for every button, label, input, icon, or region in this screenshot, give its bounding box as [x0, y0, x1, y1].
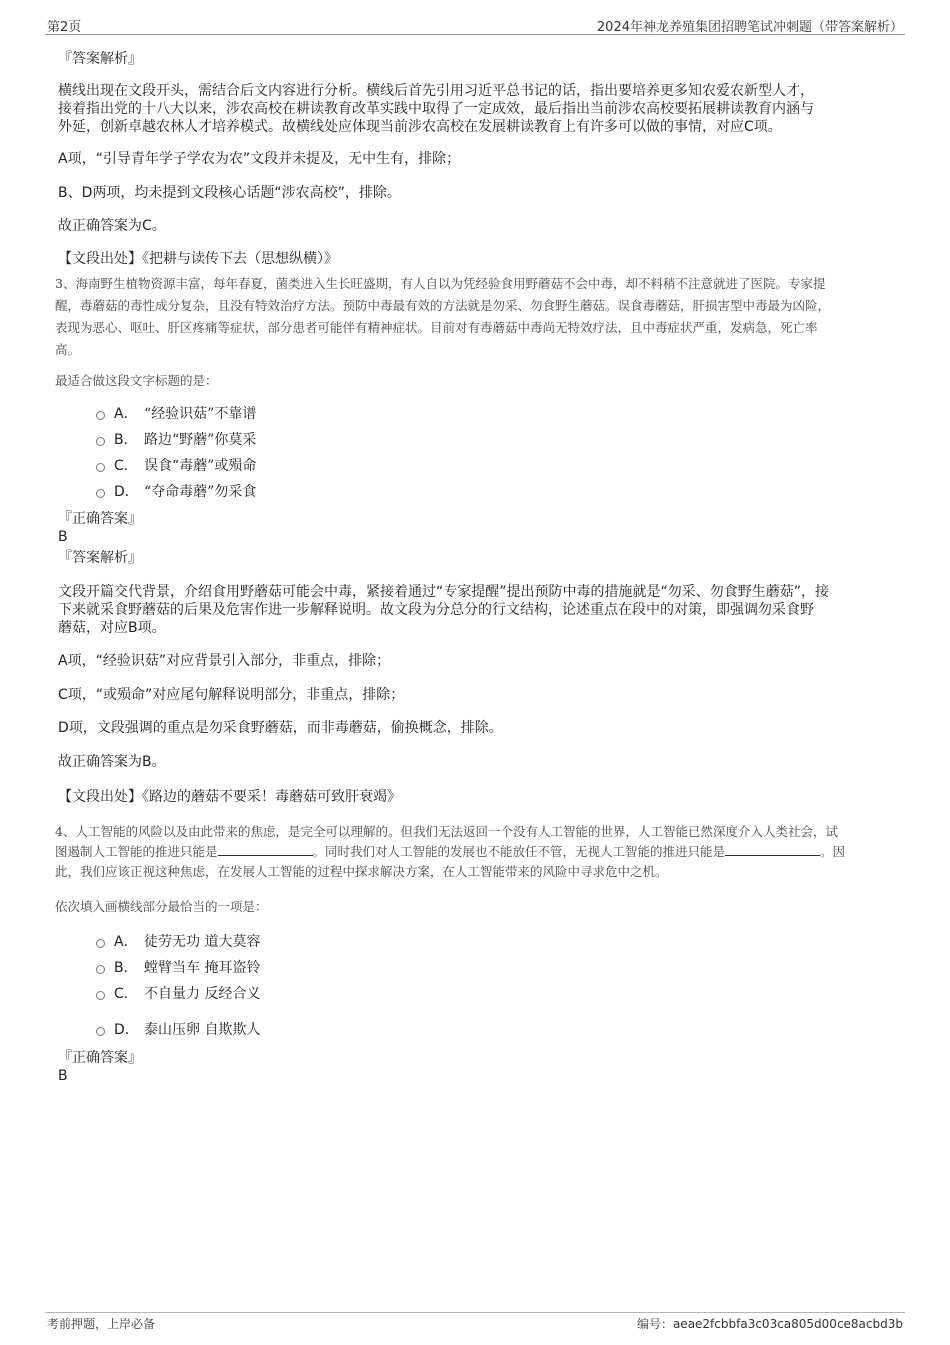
q2-option-a-note: A项，“引导青年学子学农为农”文段并未提及，无中生有，排除； [58, 151, 461, 167]
q4-answer: B [58, 1068, 68, 1084]
q3-stem-line-3: 表现为恶心、呕吐、肝区疼痛等症状，部分患者可能伴有精神症状。目前对有毒蘑菇中毒尚无特效疗法，且中毒症状严重，发病急，死亡率 [55, 320, 818, 335]
q4-stem-line-2: 图遏制人工智能的推进只能是 。同时我们对人工智能的发展也不能放任不管，无视人工智能的推进只能是 。因 [55, 841, 895, 863]
document-code: 编号：aeae2fcbbfa3c03ca805d00ce8acbd3b [636, 1317, 903, 1331]
q4-stem-line-3: 此，我们应该正视这种焦虑，在发展人工智能的过程中探求解决方案，在人工智能带来的风险中寻求危中之机。 [55, 864, 668, 879]
q3-option-a-note: A项，“经验识菇”对应背景引入部分，非重点，排除； [58, 653, 391, 669]
q2-analysis-line-3: 外延，创新卓越农林人才培养模式。故横线处应体现当前涉农高校在发展耕读教育上有许多可以做的事情，对应C项。 [58, 119, 782, 135]
radio-icon[interactable] [96, 991, 105, 1000]
radio-icon[interactable] [96, 489, 105, 498]
q3-option-d-note: D项，文段强调的重点是勿采食野蘑菇，而非毒蘑菇，偷换概念，排除。 [58, 720, 503, 736]
q3-stem-line-1: 3、海南野生植物资源丰富，每年春夏，菌类进入生长旺盛期，有人自以为凭经验食用野蘑菇不会中毒，却不料稍不注意就进了医院。专家提 [55, 276, 826, 291]
q2-option-bd-note: B、D两项，均未提到文段核心话题“涉农高校”，排除。 [58, 185, 401, 201]
answer-blank-1 [218, 841, 313, 856]
q3-option-b[interactable]: B． 路边“野蘑”你莫采 [96, 429, 256, 449]
q4-answer-label: 『正确答案』 [58, 1050, 142, 1066]
q3-answer: B [58, 529, 68, 545]
q3-stem-line-2: 醒，毒蘑菇的毒性成分复杂，且没有特效治疗方法。预防中毒最有效的方法就是勿采、勿食野生蘑菇。误食毒蘑菇，肝损害型中毒最为凶险， [55, 298, 831, 313]
q3-option-c[interactable]: C． 误食“毒蘑”或殒命 [96, 455, 256, 475]
q4-prompt: 依次填入画横线部分最恰当的一项是： [55, 899, 268, 914]
radio-icon[interactable] [96, 965, 105, 974]
q2-analysis-line-1: 横线出现在文段开头，需结合后文内容进行分析。横线后首先引用习近平总书记的话，指出要培养更多知农爱农新型人才， [58, 83, 814, 99]
q3-analysis-label: 『答案解析』 [58, 550, 142, 566]
q3-option-d[interactable]: D． “夺命毒蘑”勿采食 [96, 481, 256, 501]
q3-source: 【文段出处】《路边的蘑菇不要采！毒蘑菇可致肝衰竭》 [58, 789, 401, 805]
q3-analysis-line-2: 下来就采食野蘑菇的后果及危害作进一步解释说明。故文段为分总分的行文结构，论述重点在段中的对策，即强调勿采食野 [58, 602, 814, 618]
q3-prompt: 最适合做这段文字标题的是： [55, 373, 218, 388]
q4-option-d[interactable]: D． 泰山压卵 自欺欺人 [96, 1019, 260, 1039]
radio-icon[interactable] [96, 411, 105, 420]
q3-option-c-note: C项，“或殒命”对应尾句解释说明部分，非重点，排除； [58, 687, 405, 703]
document-title: 2024年神龙养殖集团招聘笔试冲刺题（带答案解析） [596, 20, 903, 35]
q3-analysis-line-3: 蘑菇，对应B项。 [58, 620, 166, 636]
q2-conclusion: 故正确答案为C。 [58, 218, 166, 234]
q4-option-b[interactable]: B． 螳臂当车 掩耳盗铃 [96, 957, 260, 977]
page-header [45, 14, 905, 35]
q2-analysis-line-2: 接着指出党的十八大以来，涉农高校在耕读教育改革实践中取得了一定成效，最后指出当前涉农高校要拓展耕读教育内涵与 [58, 101, 814, 117]
answer-blank-2 [725, 841, 820, 856]
q3-stem-line-4: 高。 [55, 342, 81, 357]
q3-answer-label: 『正确答案』 [58, 511, 142, 527]
q3-analysis-line-1: 文段开篇交代背景，介绍食用野蘑菇可能会中毒，紧接着通过“专家提醒”提出预防中毒的措施就是“勿采、勿食野生蘑菇”，接 [58, 584, 830, 600]
q4-stem-line-1: 4、人工智能的风险以及由此带来的焦虑，是完全可以理解的。但我们无法返回一个没有人工智能的世界，人工智能已然深度介入人类社会，试 [55, 824, 838, 839]
radio-icon[interactable] [96, 939, 105, 948]
footer-slogan: 考前押题，上岸必备 [47, 1317, 156, 1331]
q4-option-a[interactable]: A． 徒劳无功 道大莫容 [96, 931, 260, 951]
q3-option-a[interactable]: A． “经验识菇”不靠谱 [96, 403, 256, 423]
page-footer [45, 1312, 905, 1335]
q4-option-c[interactable]: C． 不自量力 反经合义 [96, 983, 260, 1003]
q3-conclusion: 故正确答案为B。 [58, 754, 166, 770]
radio-icon[interactable] [96, 437, 105, 446]
radio-icon[interactable] [96, 463, 105, 472]
q2-analysis-label: 『答案解析』 [58, 51, 142, 67]
radio-icon[interactable] [96, 1027, 105, 1036]
page-number: 第2页 [47, 20, 82, 35]
q2-source: 【文段出处】《把耕与读传下去（思想纵横）》 [58, 251, 338, 267]
